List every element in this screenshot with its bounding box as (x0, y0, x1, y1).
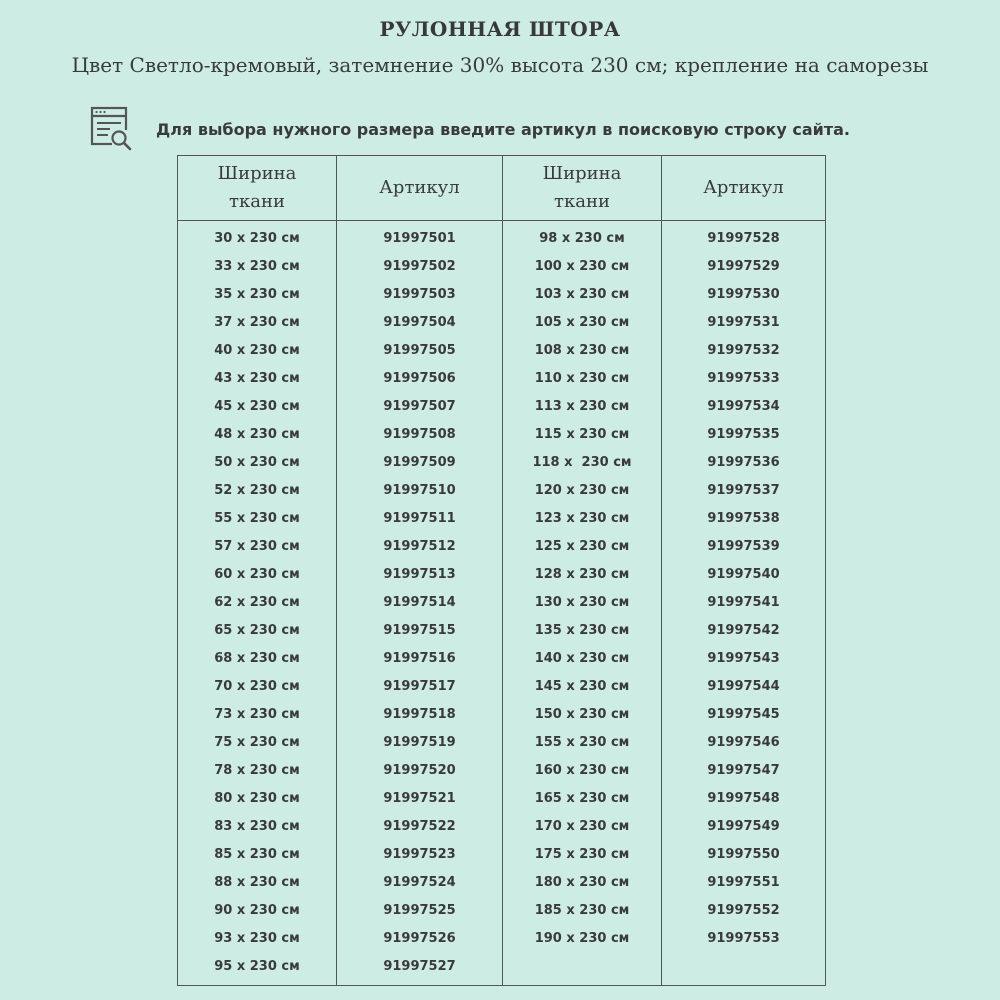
size-value: 68 x 230 см (214, 651, 300, 666)
article-value: 91997532 (707, 343, 780, 358)
article-value: 91997540 (707, 567, 780, 582)
size-value: 83 x 230 см (214, 819, 300, 834)
article-value: 91997502 (383, 259, 456, 274)
article-value: 91997501 (383, 231, 456, 246)
size-value: 160 x 230 см (534, 763, 630, 778)
page-subtitle: Цвет Светло-кремовый, затемнение 30% высота 230 см; крепление на саморезы (71, 53, 929, 77)
article-value: 91997522 (383, 819, 456, 834)
article-value: 91997548 (707, 791, 780, 806)
article-value: 91997508 (383, 427, 456, 442)
article-value: 91997509 (383, 455, 456, 470)
article-value: 91997549 (707, 819, 780, 834)
article-value: 91997553 (707, 931, 780, 946)
article-value: 91997524 (383, 875, 456, 890)
article-value: 91997516 (383, 651, 456, 666)
right-articles-list (662, 229, 825, 957)
article-value: 91997533 (707, 371, 780, 386)
size-value: 123 x 230 см (534, 511, 630, 526)
article-value: 91997527 (383, 959, 456, 974)
article-value: 91997551 (707, 875, 780, 890)
size-value: 62 x 230 см (214, 595, 300, 610)
article-value: 91997517 (383, 679, 456, 694)
page-title: РУЛОННАЯ ШТОРА (379, 17, 621, 41)
header-width-2-label: Ширина ткани (542, 163, 622, 212)
article-value: 91997511 (383, 511, 456, 526)
size-value: 130 x 230 см (534, 595, 630, 610)
size-value: 73 x 230 см (214, 707, 300, 722)
size-value: 30 x 230 см (214, 231, 300, 246)
article-value: 91997523 (383, 847, 456, 862)
article-value: 91997536 (707, 455, 780, 470)
size-value: 52 x 230 см (214, 483, 300, 498)
left-articles-list (337, 229, 502, 985)
size-value: 33 x 230 см (214, 259, 300, 274)
size-value: 40 x 230 см (214, 343, 300, 358)
size-value: 43 x 230 см (214, 371, 300, 386)
article-value: 91997550 (707, 847, 780, 862)
size-value: 75 x 230 см (214, 735, 300, 750)
size-value: 170 x 230 см (534, 819, 630, 834)
size-value: 60 x 230 см (214, 567, 300, 582)
size-value: 35 x 230 см (214, 287, 300, 302)
article-value: 91997521 (383, 791, 456, 806)
article-value: 91997526 (383, 931, 456, 946)
size-value: 145 x 230 см (534, 679, 630, 694)
size-value: 93 x 230 см (214, 931, 300, 946)
search-notice (86, 106, 850, 152)
size-value: 88 x 230 см (214, 875, 300, 890)
notice-text: Для выбора нужного размера введите артикул в поисковую строку сайта. (156, 119, 850, 139)
article-value: 91997538 (707, 511, 780, 526)
article-value: 91997512 (383, 539, 456, 554)
left-sizes-list (178, 229, 336, 985)
size-value: 98 x 230 см (539, 231, 625, 246)
header-article-1 (337, 156, 503, 221)
size-value: 70 x 230 см (214, 679, 300, 694)
article-value: 91997530 (707, 287, 780, 302)
article-value: 91997503 (383, 287, 456, 302)
article-value: 91997515 (383, 623, 456, 638)
size-value: 125 x 230 см (534, 539, 630, 554)
article-value: 91997542 (707, 623, 780, 638)
browser-search-icon (86, 106, 136, 152)
article-value: 91997531 (707, 315, 780, 330)
size-value: 135 x 230 см (534, 623, 630, 638)
article-value: 91997543 (707, 651, 780, 666)
right-sizes-cell (503, 221, 662, 986)
header-width-1-label: Ширина ткани (217, 163, 297, 212)
size-value: 45 x 230 см (214, 399, 300, 414)
size-value: 103 x 230 см (534, 287, 630, 302)
left-sizes-cell (178, 221, 337, 986)
size-value: 115 x 230 см (534, 427, 630, 442)
table-row (178, 221, 826, 986)
article-value: 91997514 (383, 595, 456, 610)
size-value: 85 x 230 см (214, 847, 300, 862)
size-value: 48 x 230 см (214, 427, 300, 442)
size-value: 90 x 230 см (214, 903, 300, 918)
size-value: 37 x 230 см (214, 315, 300, 330)
article-value: 91997552 (707, 903, 780, 918)
article-value: 91997534 (707, 399, 780, 414)
size-value: 55 x 230 см (214, 511, 300, 526)
size-value: 110 x 230 см (534, 371, 630, 386)
size-value: 175 x 230 см (534, 847, 630, 862)
article-value: 91997545 (707, 707, 780, 722)
article-value: 91997547 (707, 763, 780, 778)
article-value: 91997528 (707, 231, 780, 246)
size-value: 165 x 230 см (534, 791, 630, 806)
size-value: 80 x 230 см (214, 791, 300, 806)
article-value: 91997507 (383, 399, 456, 414)
header-article-2 (662, 156, 826, 221)
size-value: 95 x 230 см (214, 959, 300, 974)
article-value: 91997520 (383, 763, 456, 778)
article-value: 91997535 (707, 427, 780, 442)
size-value: 180 x 230 см (534, 875, 630, 890)
article-value: 91997539 (707, 539, 780, 554)
size-value: 57 x 230 см (214, 539, 300, 554)
size-value: 50 x 230 см (214, 455, 300, 470)
size-value: 155 x 230 см (534, 735, 630, 750)
header-article-1-label: Артикул (379, 177, 460, 198)
article-value: 91997518 (383, 707, 456, 722)
article-value: 91997544 (707, 679, 780, 694)
size-table (177, 155, 826, 986)
article-value: 91997519 (383, 735, 456, 750)
size-value: 185 x 230 см (534, 903, 630, 918)
header-article-2-label: Артикул (703, 177, 784, 198)
size-value: 190 x 230 см (534, 931, 630, 946)
article-value: 91997504 (383, 315, 456, 330)
size-value: 100 x 230 см (534, 259, 630, 274)
size-value: 105 x 230 см (534, 315, 630, 330)
size-value: 113 x 230 см (534, 399, 630, 414)
right-sizes-list (503, 229, 661, 957)
article-value: 91997505 (383, 343, 456, 358)
table-header-row (178, 156, 826, 221)
header-width-2 (503, 156, 662, 221)
size-value: 140 x 230 см (534, 651, 630, 666)
article-value: 91997525 (383, 903, 456, 918)
size-value: 78 x 230 см (214, 763, 300, 778)
size-value: 65 x 230 см (214, 623, 300, 638)
right-articles-cell (662, 221, 826, 986)
size-value: 128 x 230 см (534, 567, 630, 582)
article-value: 91997546 (707, 735, 780, 750)
header-width-1 (178, 156, 337, 221)
size-value: 120 x 230 см (534, 483, 630, 498)
article-value: 91997510 (383, 483, 456, 498)
article-value: 91997537 (707, 483, 780, 498)
left-articles-cell (337, 221, 503, 986)
article-value: 91997541 (707, 595, 780, 610)
size-value: 118 x 230 см (532, 455, 632, 470)
article-value: 91997529 (707, 259, 780, 274)
size-value: 108 x 230 см (534, 343, 630, 358)
article-value: 91997506 (383, 371, 456, 386)
article-value: 91997513 (383, 567, 456, 582)
size-value: 150 x 230 см (534, 707, 630, 722)
